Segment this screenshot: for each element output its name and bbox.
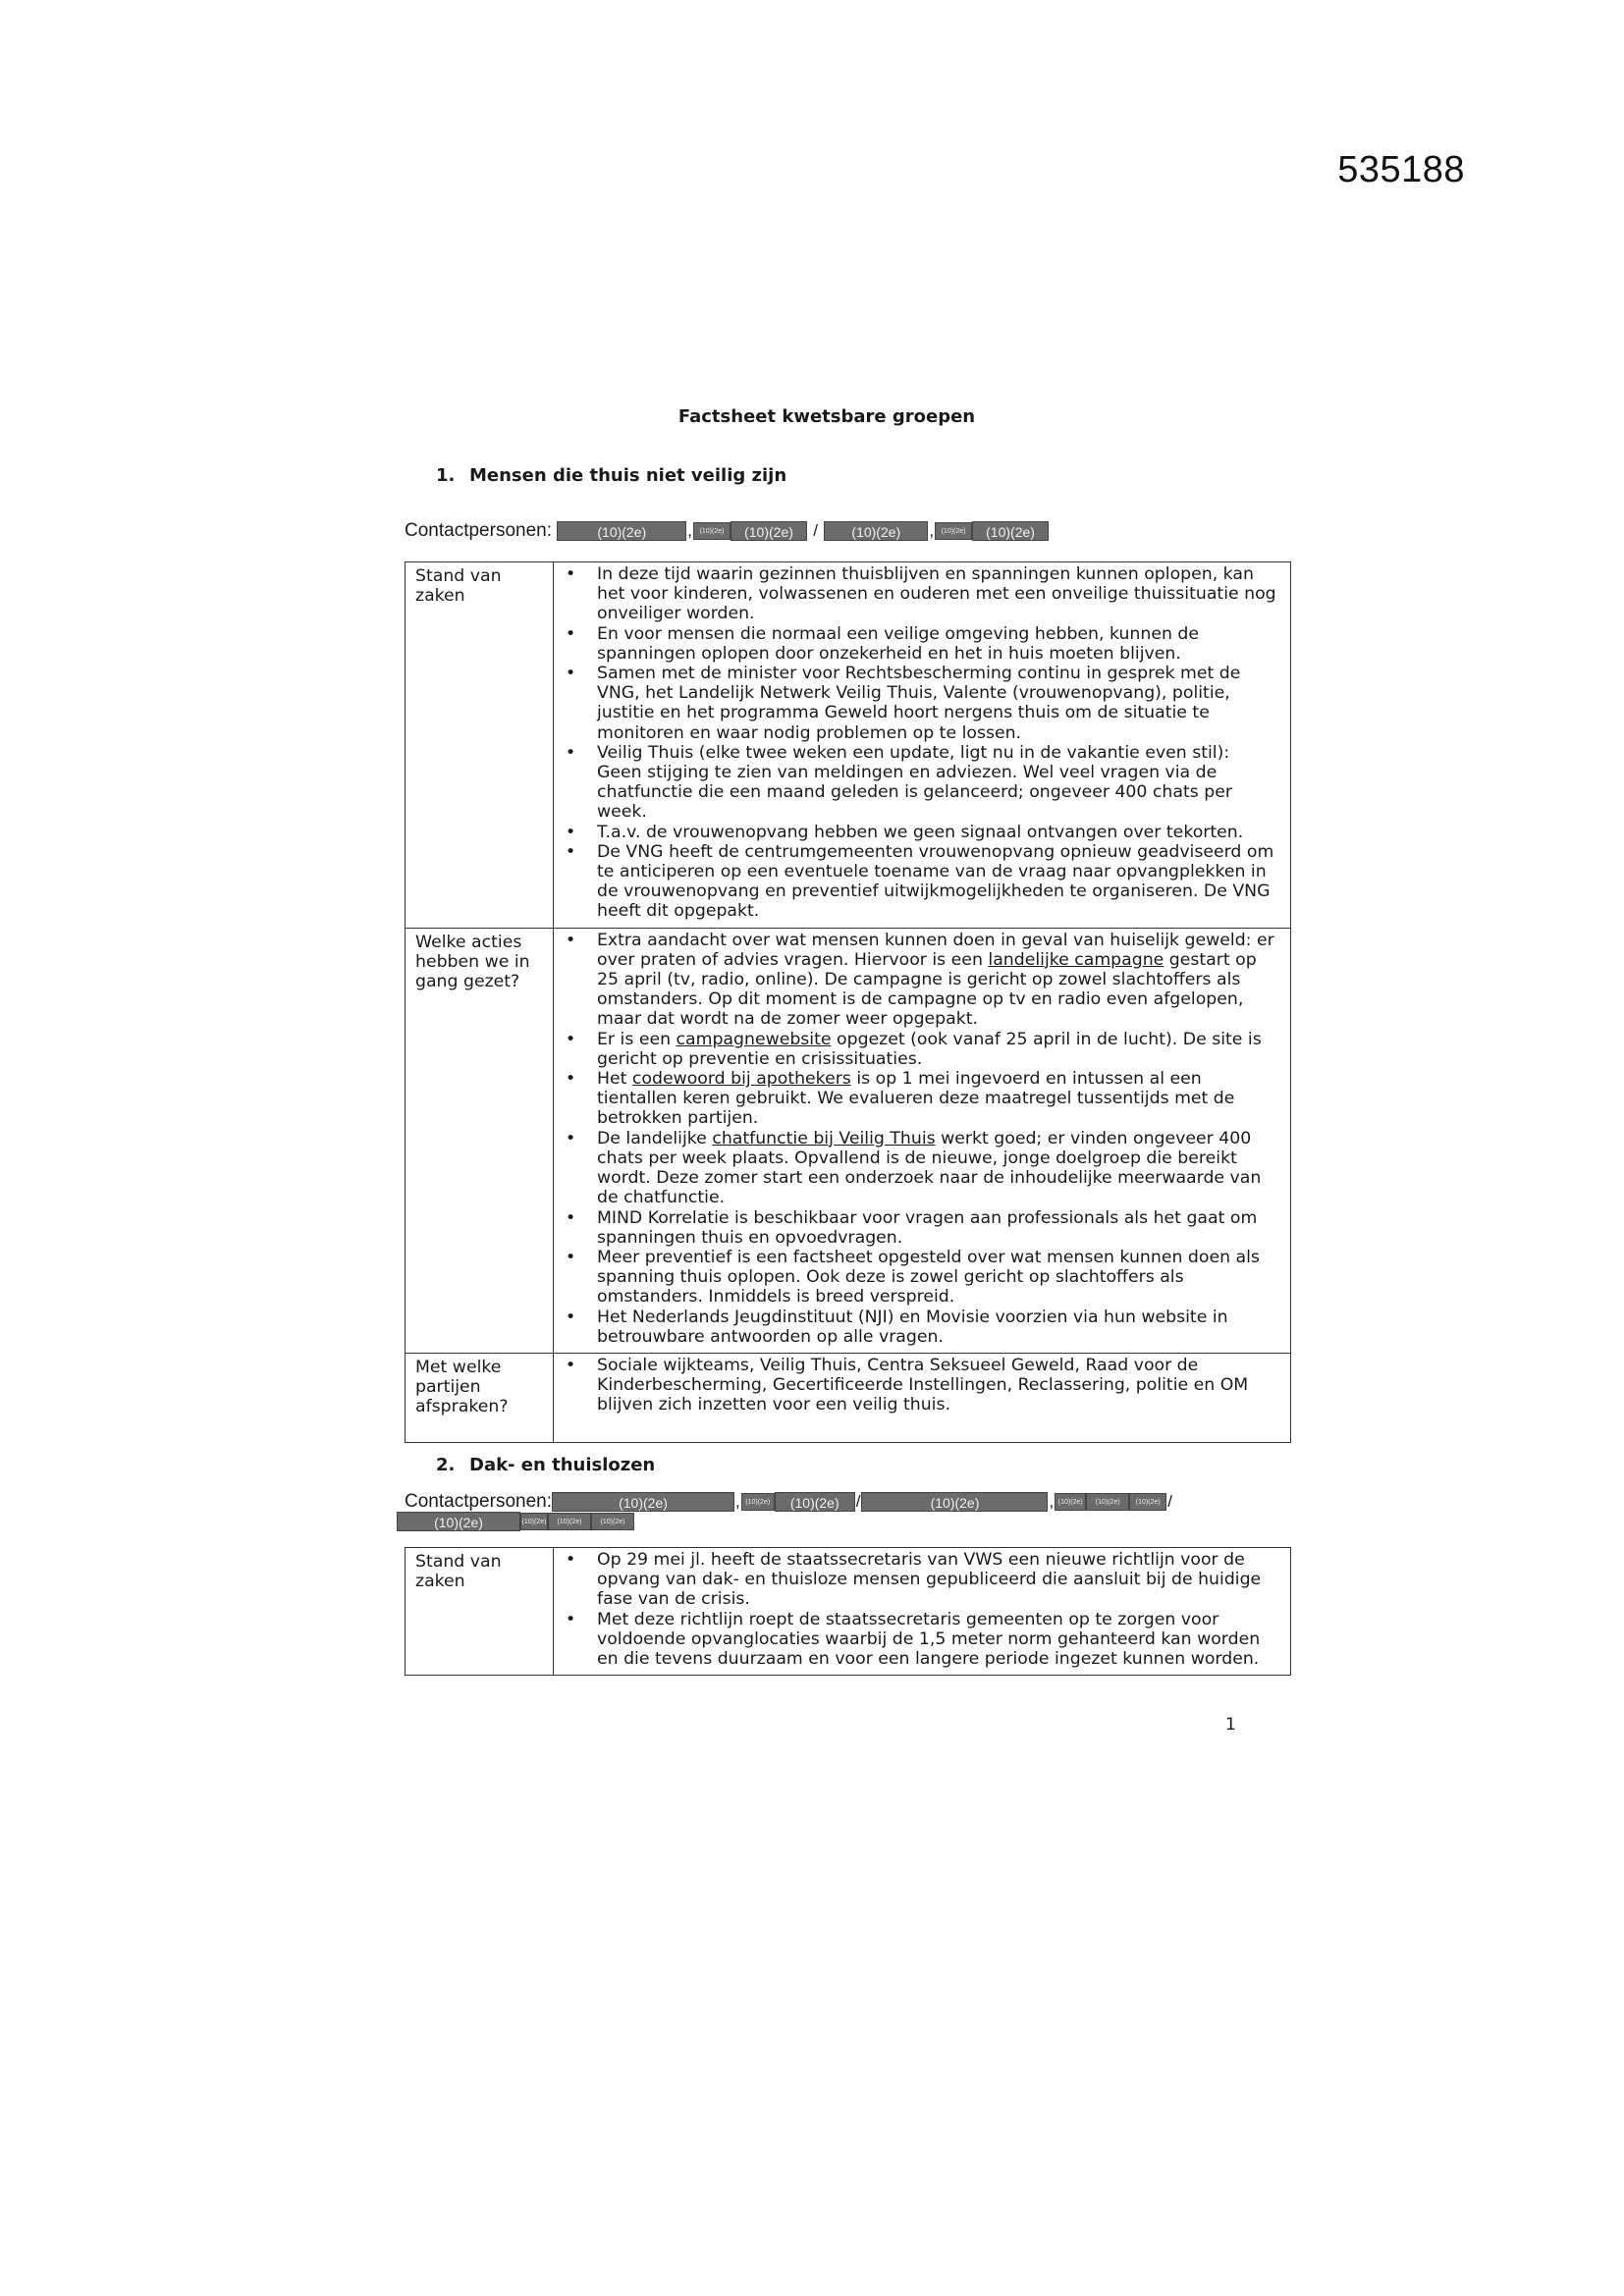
contacts-label: Contactpersonen: [405, 520, 552, 541]
bullet-item [583, 1069, 1278, 1129]
redaction-box: (10)(2e) [548, 1513, 591, 1530]
bullet-text: werkt goed; er vinden ongeveer 400 chats per week plaats. Opvallend is de nieuwe, jonge doelgroep die bereikt wordt. Deze zomer start een onderzoek naar de inhoudelijke meerwaarde van de chatfunctie. [597, 1128, 1262, 1208]
bullet-item: • Sociale wijkteams, Veilig Thuis, Centra Seksueel Geweld, Raad voor de Kinderbescherming, Gecertificeerde Instellingen, Reclassering, politie en OM blijven zich inzetten voor een veilig thuis. [583, 1356, 1278, 1415]
redaction-box: (10)(2e) [557, 521, 686, 541]
facts-table-section-1 [405, 561, 1291, 1443]
facts-table-section-2 [405, 1547, 1291, 1676]
separator: , [1049, 1491, 1055, 1511]
table-row [406, 562, 1291, 929]
redaction-box: (10)(2e) [935, 522, 972, 540]
bullet-text: Er is een [597, 1029, 677, 1049]
separator: , [929, 520, 935, 540]
redaction-box: (10)(2e) [972, 521, 1049, 541]
contacts-line [405, 1491, 1173, 1513]
row-label: Stand van zaken [406, 1548, 554, 1676]
contacts-label: Contactpersonen: [405, 1491, 552, 1512]
section-number: 2. [436, 1455, 456, 1475]
redaction-box: (10)(2e) [397, 1512, 520, 1531]
contacts-line [405, 520, 1049, 542]
bullet-item: • Op 29 mei jl. heeft de staatssecretaris van VWS een nieuwe richtlijn voor de opvang van dak- en thuisloze mensen gepubliceerd die aansluit bij de huidige fase van de crisis. [583, 1550, 1278, 1610]
table-row [406, 928, 1291, 1353]
row-label: Met welke partijen afspraken? [406, 1353, 554, 1442]
redaction-box: (10)(2e) [861, 1492, 1048, 1512]
row-content [554, 1548, 1291, 1676]
document-title: Factsheet kwetsbare groepen [677, 406, 976, 427]
row-content [554, 928, 1291, 1353]
section-title: Mensen die thuis niet veilig zijn [469, 465, 787, 486]
section-title: Dak- en thuislozen [469, 1455, 656, 1475]
section-heading [436, 1455, 655, 1475]
redaction-box: (10)(2e) [741, 1493, 775, 1511]
separator: / [855, 1491, 861, 1511]
bullet-item: • MIND Korrelatie is beschikbaar voor vragen aan professionals als het gaat om spanningen thuis en opvoedvragen. [583, 1208, 1278, 1248]
separator: , [735, 1491, 740, 1511]
table-row [406, 1353, 1291, 1442]
bullet-item: • Met deze richtlijn roept de staatssecretaris gemeenten op te zorgen voor voldoende opvanglocaties waarbij de 1,5 meter norm gehanteerd kan worden en die tevens duurzaam en voor een langere periode ingezet kunnen worden. [583, 1610, 1278, 1670]
page-number: 1 [1225, 1715, 1236, 1735]
separator: , [687, 520, 693, 540]
bullet-text: opgezet (ook vanaf 25 april in de lucht). De site is gericht op preventie en crisissituaties. [597, 1029, 1262, 1069]
redaction-box: (10)(2e) [775, 1492, 855, 1512]
redaction-box: (10)(2e) [824, 521, 928, 541]
table-row [406, 1548, 1291, 1676]
bullet-item: • Veilig Thuis (elke twee weken een update, ligt nu in de vakantie even stil): Geen stijging te zien van meldingen en adviezen. Wel veel vragen via de chatfunctie die een maand geleden is gelanceerd; ongeveer 400 chats per week. [583, 743, 1278, 823]
bullet-item [583, 931, 1278, 1030]
redaction-box: (10)(2e) [731, 521, 807, 541]
row-content [554, 562, 1291, 929]
campaign-link[interactable]: landelijke campagne [988, 949, 1164, 970]
redaction-box: (10)(2e) [693, 522, 731, 540]
bullet-text: is op 1 mei ingevoerd en intussen al een tientallen keren gebruikt. We evalueren deze maatregel tussentijds met de betrokken partijen. [597, 1069, 1235, 1129]
codeword-link[interactable]: codewoord bij apothekers [631, 1069, 851, 1090]
row-content [554, 1353, 1291, 1442]
bullet-item: • Meer preventief is een factsheet opgesteld over wat mensen kunnen doen als spanning thuis oplopen. Ook deze is zowel gericht op slachtoffers als omstanders. Inmiddels is breed verspreid. [583, 1248, 1278, 1308]
row-label: Stand van zaken [406, 562, 554, 929]
chat-function-link[interactable]: chatfunctie bij Veilig Thuis [712, 1128, 936, 1148]
document-id: 535188 [1337, 149, 1465, 190]
bullet-item: • Samen met de minister voor Rechtsbescherming continu in gesprek met de VNG, het Landelijk Netwerk Veilig Thuis, Valente (vrouwenopvang), politie, justitie en het programma Geweld hoort nergens thuis om de situatie te monitoren en waar nodig problemen op te lossen. [583, 664, 1278, 743]
row-label: Welke acties hebben we in gang gezet? [406, 928, 554, 1353]
section-heading [436, 465, 786, 486]
redaction-box: (10)(2e) [1055, 1493, 1086, 1511]
redaction-box: (10)(2e) [1086, 1493, 1129, 1511]
redaction-box: (10)(2e) [552, 1492, 734, 1512]
bullet-item: • T.a.v. de vrouwenopvang hebben we geen signaal ontvangen over tekorten. [583, 823, 1278, 842]
bullet-item: • En voor mensen die normaal een veilige omgeving hebben, kunnen de spanningen oplopen door onzekerheid en het in huis moeten blijven. [583, 624, 1278, 664]
redaction-box: (10)(2e) [520, 1513, 548, 1530]
bullet-text: Het [597, 1069, 632, 1090]
bullet-item: • De VNG heeft de centrumgemeenten vrouwenopvang opnieuw geadviseerd om te anticiperen op een eventuele toename van de vraag naar opvangplekken in de vrouwenopvang en preventief uitwijkmogelijkheden te organiseren. De VNG heeft dit opgepakt. [583, 842, 1278, 922]
redaction-box: (10)(2e) [591, 1513, 634, 1530]
bullet-item [583, 1129, 1278, 1208]
bullet-item: • Het Nederlands Jeugdinstituut (NJI) en Movisie voorzien via hun website in betrouwbare antwoorden op alle vragen. [583, 1308, 1278, 1347]
separator: / [813, 520, 819, 540]
redaction-box: (10)(2e) [1129, 1493, 1166, 1511]
section-number: 1. [436, 465, 456, 486]
bullet-text: gestart op 25 april (tv, radio, online). De campagne is gericht op zowel slachtoffers als omstanders. Op dit moment is de campagne op tv en radio even afgelopen, maar dat wordt na de zomer weer opgepakt. [597, 949, 1257, 1030]
contacts-line-2 [397, 1511, 634, 1532]
campaign-website-link[interactable]: campagnewebsite [676, 1029, 832, 1049]
separator: / [1167, 1491, 1172, 1511]
bullet-item: • In deze tijd waarin gezinnen thuisblijven en spanningen kunnen oplopen, kan het voor kinderen, volwassenen en ouderen met een onveilige thuissituatie nog onveiliger worden. [583, 564, 1278, 624]
bullet-text: De landelijke [597, 1128, 713, 1148]
bullet-text: Extra aandacht over wat mensen kunnen doen in geval van huiselijk geweld: er over praten of advies vragen. Hiervoor is een [597, 930, 1274, 970]
bullet-item [583, 1030, 1278, 1069]
